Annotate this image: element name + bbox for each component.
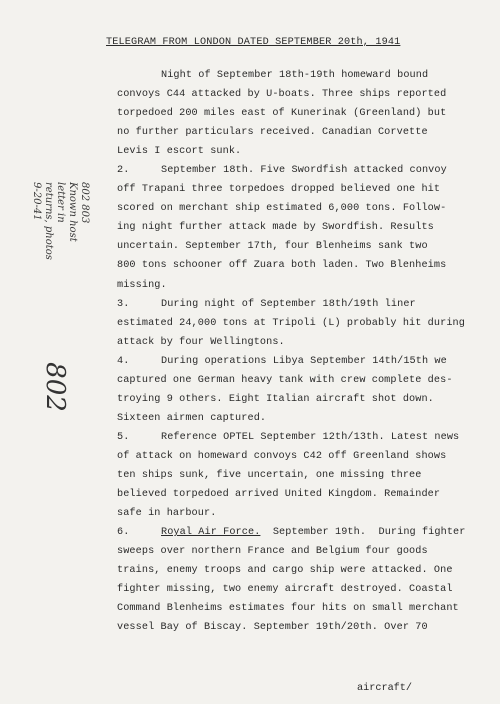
text-line: September 19th. During fighter <box>260 527 466 539</box>
document-title: TELEGRAM FROM LONDON DATED SEPTEMBER 20th, 1941 <box>106 37 401 48</box>
paragraph-5 <box>117 428 487 523</box>
margin-note-line: Known host <box>67 182 78 242</box>
handwritten-margin-note <box>20 182 92 282</box>
text-line: sweeps over northern France and Belgium four goods <box>117 546 428 558</box>
margin-note-line: 9-20-41 <box>31 182 42 221</box>
telegram-body <box>117 66 487 637</box>
text-line: safe in harbour. <box>117 508 217 520</box>
paragraph-number: 6. <box>117 527 130 539</box>
text-line: scored on merchant ship estimated 6,000 tons. Follow- <box>117 203 447 215</box>
paragraph-6 <box>117 523 487 637</box>
text-line: no further particulars received. Canadian Corvette <box>117 127 428 139</box>
margin-note-line: letter in <box>55 182 66 223</box>
text-line: convoys C44 attacked by U-boats. Three ships reported <box>117 89 447 101</box>
text-line: Command Blenheims estimates four hits on small merchant <box>117 603 459 615</box>
paragraph-number: 5. <box>117 431 130 443</box>
paragraph-3 <box>117 295 487 352</box>
text-line: Reference OPTEL September 12th/13th. Latest news <box>161 431 460 443</box>
paragraph-2 <box>117 161 487 294</box>
paragraph-number: 3. <box>117 298 130 310</box>
text-line: During night of September 18th/19th liner <box>161 298 416 310</box>
handwritten-page-number: 802 <box>39 362 70 412</box>
text-line: trains, enemy troops and cargo ship were attacked. One <box>117 565 453 577</box>
text-line: of attack on homeward convoys C42 off Greenland shows <box>117 450 447 462</box>
text-line: fighter missing, two enemy aircraft destroyed. Coastal <box>117 584 453 596</box>
text-line: September 18th. Five Swordfish attacked convoy <box>161 165 447 177</box>
paragraph-1 <box>117 66 487 161</box>
text-line: believed torpedoed arrived United Kingdom. Remainder <box>117 489 441 501</box>
paragraph-number: 2. <box>117 165 130 177</box>
text-line: off Trapani three torpedoes dropped believed one hit <box>117 184 441 196</box>
paragraph-number: 4. <box>117 355 130 367</box>
text-line: ing night further attack made by Swordfish. Results <box>117 222 434 234</box>
text-line: captured one German heavy tank with crew complete des- <box>117 374 453 386</box>
text-line: vessel Bay of Biscay. September 19th/20th. Over 70 <box>117 622 428 634</box>
continuation-word: aircraft/ <box>357 683 413 694</box>
text-line: ten ships sunk, five uncertain, one missing three <box>117 469 422 481</box>
text-line: estimated 24,000 tons at Tripoli (L) probably hit during <box>117 317 465 329</box>
text-line: During operations Libya September 14th/15th we <box>161 355 447 367</box>
section-heading: Royal Air Force. <box>161 527 261 539</box>
text-line: 800 tons schooner off Zuara both laden. Two Blenheims <box>117 260 447 272</box>
margin-note-line: 802 803 <box>79 182 90 224</box>
text-line: Sixteen airmen captured. <box>117 412 267 424</box>
text-line: torpedoed 200 miles east of Kunerinak (Greenland) but <box>117 108 447 120</box>
text-line: attack by four Wellingtons. <box>117 336 285 348</box>
text-line: uncertain. September 17th, four Blenheims sank two <box>117 241 428 253</box>
paragraph-4 <box>117 352 487 428</box>
text-line: missing. <box>117 279 167 291</box>
margin-note-line: returns, photos <box>43 182 54 260</box>
text-line: Levis I escort sunk. <box>117 146 242 158</box>
text-line: Night of September 18th-19th homeward bound <box>161 70 429 81</box>
text-line: troying 9 others. Eight Italian aircraft shot down. <box>117 393 434 405</box>
